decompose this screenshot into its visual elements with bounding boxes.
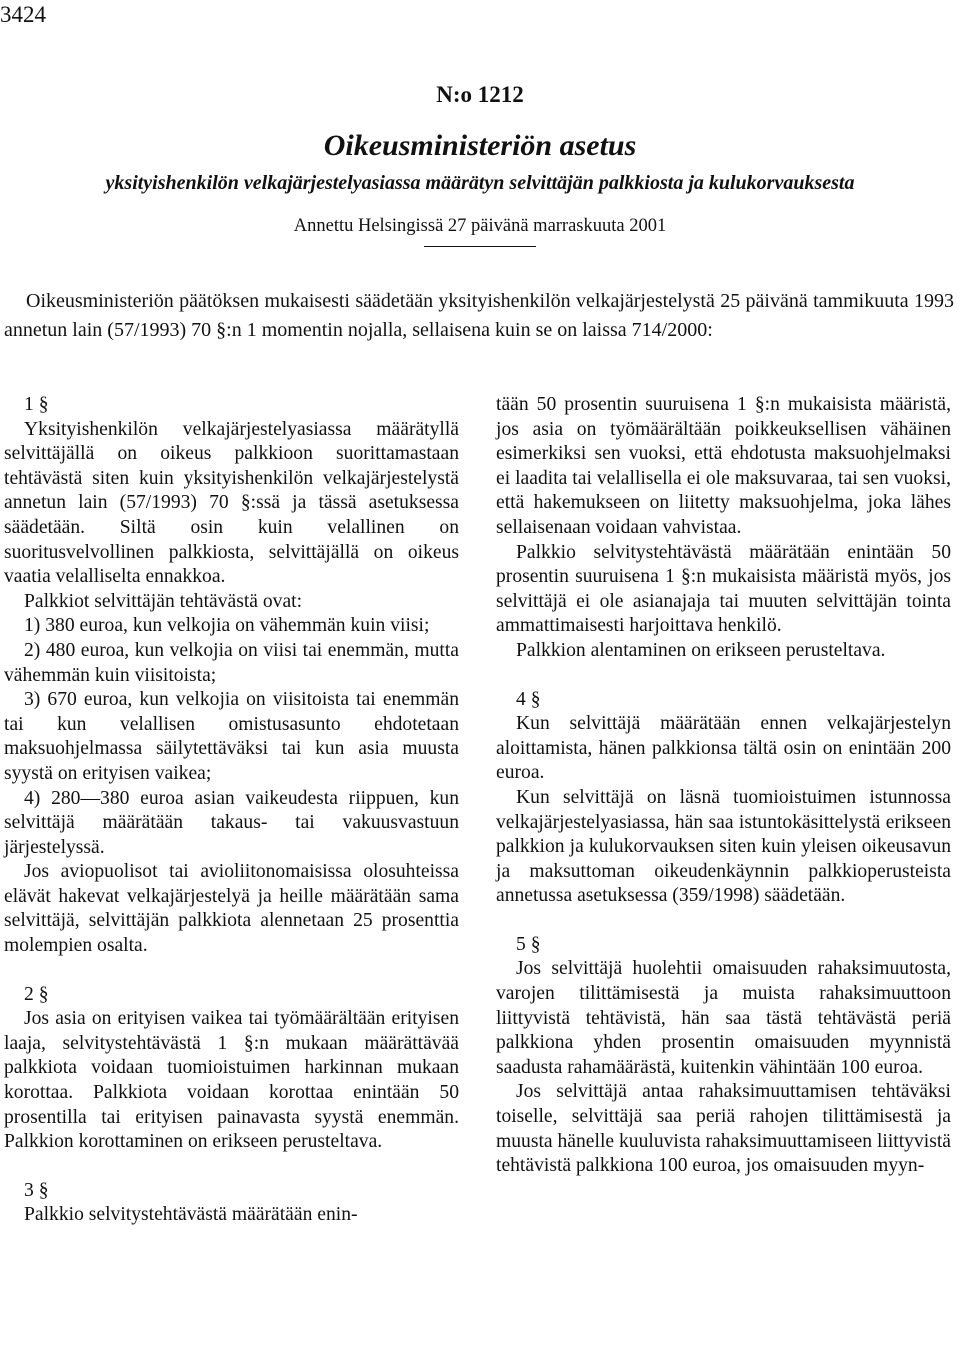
preamble-text: Oikeusministeriön päätöksen mukaisesti säädetään yksityishenkilön velkajärjestelystä 25 päivänä tammikuuta 1993 annetun lain (57/1993) 70 §:n 1 momentin nojalla, sellaisena kuin se on laissa 714/2000:: [4, 290, 954, 341]
section-3-heading: 3 §: [24, 1179, 49, 1201]
section-5-heading: 5 §: [516, 933, 541, 955]
section-spacer: [4, 1155, 459, 1179]
preamble: [4, 287, 954, 344]
section-1-paragraph-3: Jos aviopuolisot tai avioliitonomaisissa olosuhteissa elävät hakevat velkajärjestelyä ja heille määrätään sama selvittäjä, selvittäjän palkkiota alennetaan 25 prosenttia molempien osalta.: [4, 861, 459, 957]
page-number: 3424: [0, 2, 46, 27]
document-number: N:o 1212: [436, 82, 524, 107]
section-1-paragraph-2: Palkkiot selvittäjän tehtävästä ovat:: [24, 590, 303, 612]
section-5-paragraph-2: Jos selvittäjä antaa rahaksimuuttamisen tehtäväksi toiselle, selvittäjä saa periä rahojen tilittämisestä ja muusta hänelle kuuluvista rahaksimuuttamiseen liittyvistä tehtävistä palkkiona 100 euroa, jos omaisuuden myyn-: [496, 1081, 951, 1177]
section-1-item-2: 2) 480 euroa, kun velkojia on viisi tai enemmän, mutta vähemmän kuin viisitoista;: [4, 639, 459, 686]
section-4-paragraph-2: Kun selvittäjä on läsnä tuomioistuimen istunnossa velkajärjestelyasiassa, hän saa istuntokäsittelystä erikseen palkkion ja kulukorvauksen siten kuin yleisen oikeusavun ja maksuttoman oikeudenkäynnin palkkioperusteista annetussa asetuksessa (359/1998) säädetään.: [496, 786, 951, 907]
document-header: [0, 80, 960, 247]
header-divider: [424, 246, 536, 247]
document-date: Annettu Helsingissä 27 päivänä marraskuuta 2001: [293, 216, 667, 236]
section-3-paragraph-3: Palkkion alentaminen on erikseen perusteltava.: [516, 639, 886, 661]
section-spacer: [496, 909, 951, 933]
section-2-paragraph-1: Jos asia on erityisen vaikea tai työmäärältään erityisen laaja, selvitystehtävästä 1 §:n mukaan määrättävää palkkiota voidaan tuomioistuimen harkinnan mukaan korottaa. Palkkiota voidaan korottaa enintään 50 prosentilla tai erityisen painavasta syystä enemmän. Palkkion korottaminen on erikseen perusteltava.: [4, 1008, 459, 1153]
section-1-heading: 1 §: [24, 394, 49, 415]
section-1-item-4: 4) 280—380 euroa asian vaikeudesta riippuen, kun selvittäjä määrätään takaus- tai vakuusvastuun järjestelyssä.: [4, 787, 459, 858]
section-spacer: [496, 664, 951, 688]
section-1-item-3: 3) 670 euroa, kun velkojia on viisitoista tai enemmän tai kun velallisen omistusasunto ehdotetaan maksuohjelmassa säilytettäväksi tai kun asia muusta syystä on erityisen vaikea;: [4, 689, 459, 784]
section-spacer: [4, 959, 459, 983]
section-5-paragraph-1: Jos selvittäjä huolehtii omaisuuden rahaksimuutosta, varojen tilittämisestä ja muista rahaksimuuttoon liittyvistä tehtävistä, hän saa tästä tehtävästä periä palkkiona yhden prosentin omaisuuden myynnistä saadusta rahamäärästä, kuitenkin vähintään 100 euroa.: [496, 958, 951, 1078]
section-1-paragraph-1: Yksityishenkilön velkajärjestelyasiassa määrätyllä selvittäjällä on oikeus palkkioon suorittamastaan tehtävästä siten kuin yksityishenkilön velkajärjestelystä annetun lain (57/1993) 70 §:ssä ja tässä asetuksessa säädetään. Siltä osin kuin velallinen on suoritusvelvollinen palkkiosta, selvittäjällä on oikeus vaatia velalliselta ennakkoa.: [4, 418, 459, 588]
left-column: [4, 393, 459, 1228]
section-3-paragraph-1: Palkkio selvitystehtävästä määrätään enin-: [24, 1204, 358, 1226]
document-subtitle: yksityishenkilön velkajärjestelyasiassa määrätyn selvittäjän palkkiosta ja kulukorvauksesta: [105, 172, 855, 194]
section-1-item-1: 1) 380 euroa, kun velkojia on vähemmän kuin viisi;: [24, 615, 430, 637]
right-column: [496, 393, 951, 1179]
section-4-heading: 4 §: [516, 688, 541, 710]
section-3-continuation: tään 50 prosentin suuruisena 1 §:n mukaisista määristä, jos asia on työmäärältään poikkeuksellisen vähäinen esimerkiksi sen vuoksi, että ehdotusta maksuohjelmaksi ei laadita tai velallisella ei ole maksuvaraa, tai sen vuoksi, että hakemukseen on liitetty maksuohjelma, joka lähes sellaisenaan voidaan vahvistaa.: [496, 394, 951, 538]
section-4-paragraph-1: Kun selvittäjä määrätään ennen velkajärjestelyn aloittamista, hänen palkkionsa tältä osin on enintään 200 euroa.: [496, 713, 951, 784]
section-2-heading: 2 §: [24, 983, 49, 1005]
section-3-paragraph-2: Palkkio selvitystehtävästä määrätään enintään 50 prosentin suuruisena 1 §:n mukaisista määristä myös, jos selvittäjä ei ole asianajaja tai muuten selvittäjän tointa ammattimaisesti harjoittava henkilö.: [496, 541, 951, 637]
document-title: Oikeusministeriön asetus: [323, 129, 637, 162]
